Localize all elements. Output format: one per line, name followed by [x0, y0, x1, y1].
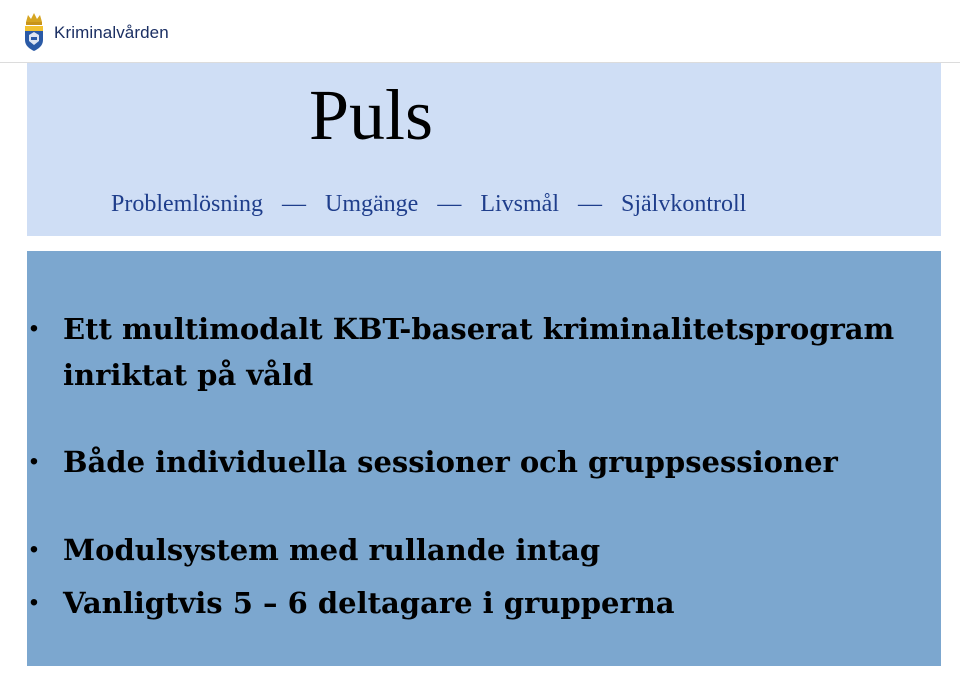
- slide-subtitle: [111, 191, 746, 218]
- subtitle-word: Livsmål: [480, 191, 559, 217]
- bullet-text: Ett multimodalt KBT-baserat kriminalitetsprogram inriktat på våld: [63, 312, 895, 392]
- bullet-dot-icon: •: [29, 448, 39, 475]
- slide-header: [0, 0, 960, 63]
- subtitle-separator: —: [282, 191, 307, 217]
- bullet-dot-icon: •: [29, 315, 39, 342]
- slide-title: Puls: [309, 75, 434, 155]
- bullet-text: Både individuella sessioner och gruppsessioner: [63, 445, 838, 479]
- subtitle-word: Problemlösning: [111, 191, 264, 217]
- crown-shield-emblem-icon: [22, 10, 46, 52]
- title-box: [27, 63, 941, 236]
- bullet-text: Modulsystem med rullande intag: [63, 533, 601, 567]
- subtitle-separator: —: [577, 191, 602, 217]
- bullet-text: Vanligtvis 5 – 6 deltagare i grupperna: [63, 586, 675, 620]
- bullet-dot-icon: •: [29, 589, 39, 616]
- subtitle-word: Umgänge: [325, 191, 419, 217]
- bullet-dot-icon: •: [29, 536, 39, 563]
- subtitle-word: Självkontroll: [620, 191, 747, 217]
- logo-text: Kriminalvården: [54, 23, 169, 42]
- kriminalvarden-logo: [22, 10, 169, 52]
- subtitle-separator: —: [437, 191, 462, 217]
- content-box: [27, 251, 941, 666]
